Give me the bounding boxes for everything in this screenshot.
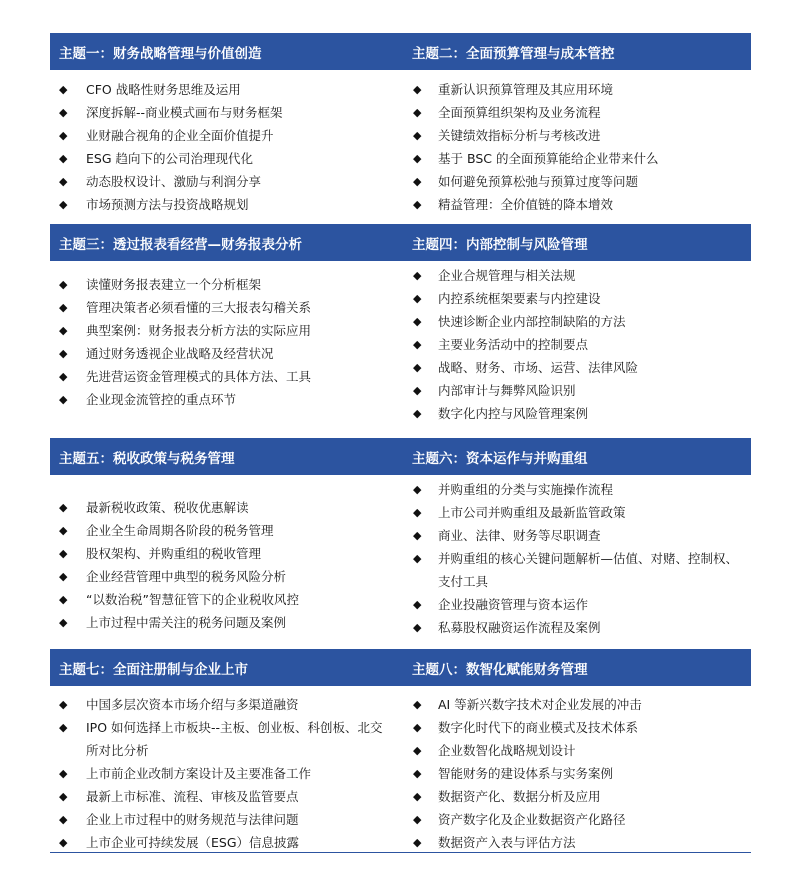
diamond-bullet-icon: ◆ xyxy=(413,813,422,826)
list-item: ◆ ESG 趋向下的公司治理现代化 xyxy=(50,147,400,170)
list-item: ◆ 市场预测方法与投资战略规划 xyxy=(50,193,400,216)
topic-5-list-col xyxy=(50,478,400,649)
list-item: ◆ 企业上市过程中的财务规范与法律问题 xyxy=(50,808,400,831)
topic-1-list-col xyxy=(50,78,400,224)
topic-8-title: 主题八：数智化赋能财务管理 xyxy=(412,661,588,678)
topic-2-list xyxy=(400,78,750,216)
list-item: ◆ IPO 如何选择上市板块--主板、创业板、科创板、北交所对比分析 xyxy=(50,716,400,762)
diamond-bullet-icon: ◆ xyxy=(413,767,422,780)
diamond-bullet-icon: ◆ xyxy=(59,721,68,734)
section-2-header xyxy=(50,224,751,261)
diamond-bullet-icon: ◆ xyxy=(59,347,68,360)
list-item: ◆ 战略、财务、市场、运营、法律风险 xyxy=(400,356,750,379)
diamond-bullet-icon: ◆ xyxy=(59,175,68,188)
list-item: ◆ 主要业务活动中的控制要点 xyxy=(400,333,750,356)
diamond-bullet-icon: ◆ xyxy=(59,152,68,165)
list-item: ◆ 全面预算组织架构及业务流程 xyxy=(400,101,750,124)
diamond-bullet-icon: ◆ xyxy=(59,370,68,383)
list-item: ◆ 上市企业可持续发展（ESG）信息披露 xyxy=(50,831,400,854)
topic-3-list-col xyxy=(50,264,400,438)
diamond-bullet-icon: ◆ xyxy=(59,524,68,537)
diamond-bullet-icon: ◆ xyxy=(413,506,422,519)
topic-6-title: 主题六：资本运作与并购重组 xyxy=(412,450,588,467)
list-item: ◆ CFO 战略性财务思维及运用 xyxy=(50,78,400,101)
topic-6-list xyxy=(400,478,750,639)
list-item: ◆ 并购重组的核心关键问题解析—估值、对赌、控制权、支付工具 xyxy=(400,547,750,593)
list-item: ◆ 精益管理：全价值链的降本增效 xyxy=(400,193,750,216)
diamond-bullet-icon: ◆ xyxy=(413,129,422,142)
list-item: ◆ 企业合规管理与相关法规 xyxy=(400,264,750,287)
diamond-bullet-icon: ◆ xyxy=(59,570,68,583)
list-item: ◆ 股权架构、并购重组的税收管理 xyxy=(50,542,400,565)
topic-7-list xyxy=(50,693,400,854)
diamond-bullet-icon: ◆ xyxy=(59,813,68,826)
diamond-bullet-icon: ◆ xyxy=(59,836,68,849)
list-item: ◆ 智能财务的建设体系与实务案例 xyxy=(400,762,750,785)
topic-6-list-col xyxy=(400,478,750,649)
section-1-body xyxy=(50,70,751,224)
list-item: ◆ 上市公司并购重组及最新监管政策 xyxy=(400,501,750,524)
section-3-header xyxy=(50,438,751,475)
diamond-bullet-icon: ◆ xyxy=(59,198,68,211)
topic-1-list xyxy=(50,78,400,216)
topic-4-list-col xyxy=(400,264,750,438)
diamond-bullet-icon: ◆ xyxy=(413,698,422,711)
diamond-bullet-icon: ◆ xyxy=(413,407,422,420)
diamond-bullet-icon: ◆ xyxy=(413,315,422,328)
topic-table xyxy=(50,33,751,863)
diamond-bullet-icon: ◆ xyxy=(59,767,68,780)
section-4-header xyxy=(50,649,751,686)
topic-4-title: 主题四：内部控制与风险管理 xyxy=(412,236,588,253)
list-item: ◆ 企业经营管理中典型的税务风险分析 xyxy=(50,565,400,588)
list-item: ◆ 先进营运资金管理模式的具体方法、工具 xyxy=(50,365,400,388)
diamond-bullet-icon: ◆ xyxy=(59,593,68,606)
list-item: ◆ 快速诊断企业内部控制缺陷的方法 xyxy=(400,310,750,333)
section-3-body xyxy=(50,475,751,649)
diamond-bullet-icon: ◆ xyxy=(413,106,422,119)
diamond-bullet-icon: ◆ xyxy=(413,269,422,282)
diamond-bullet-icon: ◆ xyxy=(59,83,68,96)
diamond-bullet-icon: ◆ xyxy=(413,790,422,803)
diamond-bullet-icon: ◆ xyxy=(413,175,422,188)
list-item: ◆ 内部审计与舞弊风险识别 xyxy=(400,379,750,402)
diamond-bullet-icon: ◆ xyxy=(413,621,422,634)
diamond-bullet-icon: ◆ xyxy=(413,384,422,397)
diamond-bullet-icon: ◆ xyxy=(59,106,68,119)
list-item: ◆ 企业现金流管控的重点环节 xyxy=(50,388,400,411)
list-item: ◆ “以数治税”智慧征管下的企业税收风控 xyxy=(50,588,400,611)
list-item: ◆ 中国多层次资本市场介绍与多渠道融资 xyxy=(50,693,400,716)
list-item: ◆ 企业投融资管理与资本运作 xyxy=(400,593,750,616)
list-item: ◆ 典型案例：财务报表分析方法的实际应用 xyxy=(50,319,400,342)
diamond-bullet-icon: ◆ xyxy=(413,292,422,305)
list-item: ◆ 数字化时代下的商业模式及技术体系 xyxy=(400,716,750,739)
diamond-bullet-icon: ◆ xyxy=(413,721,422,734)
topic-2-list-col xyxy=(400,78,750,224)
diamond-bullet-icon: ◆ xyxy=(59,278,68,291)
list-item: ◆ 关键绩效指标分析与考核改进 xyxy=(400,124,750,147)
list-item: ◆ 最新上市标准、流程、审核及监管要点 xyxy=(50,785,400,808)
list-item: ◆ 基于 BSC 的全面预算能给企业带来什么 xyxy=(400,147,750,170)
diamond-bullet-icon: ◆ xyxy=(59,616,68,629)
list-item: ◆ 数据资产入表与评估方法 xyxy=(400,831,750,854)
section-4-body xyxy=(50,686,751,863)
topic-7-list-col xyxy=(50,693,400,863)
topic-5-title: 主题五：税收政策与税务管理 xyxy=(59,450,235,467)
bottom-divider xyxy=(50,852,751,853)
list-item: ◆ 动态股权设计、激励与利润分享 xyxy=(50,170,400,193)
list-item: ◆ 重新认识预算管理及其应用环境 xyxy=(400,78,750,101)
topic-3-title: 主题三：透过报表看经营—财务报表分析 xyxy=(59,236,302,253)
diamond-bullet-icon: ◆ xyxy=(59,790,68,803)
list-item: ◆ 并购重组的分类与实施操作流程 xyxy=(400,478,750,501)
list-item: ◆ 深度拆解--商业模式画布与财务框架 xyxy=(50,101,400,124)
list-item: ◆ 企业全生命周期各阶段的税务管理 xyxy=(50,519,400,542)
list-item: ◆ 企业数智化战略规划设计 xyxy=(400,739,750,762)
topic-5-list xyxy=(50,496,400,634)
list-item: ◆ 私募股权融资运作流程及案例 xyxy=(400,616,750,639)
section-2-body xyxy=(50,261,751,438)
list-item: ◆ 数字化内控与风险管理案例 xyxy=(400,402,750,425)
list-item: ◆ 内控系统框架要素与内控建设 xyxy=(400,287,750,310)
diamond-bullet-icon: ◆ xyxy=(59,698,68,711)
diamond-bullet-icon: ◆ xyxy=(413,552,422,565)
diamond-bullet-icon: ◆ xyxy=(59,324,68,337)
diamond-bullet-icon: ◆ xyxy=(413,83,422,96)
diamond-bullet-icon: ◆ xyxy=(413,529,422,542)
list-item: ◆ 数据资产化、数据分析及应用 xyxy=(400,785,750,808)
topic-8-list-col xyxy=(400,693,750,863)
section-1-header xyxy=(50,33,751,70)
diamond-bullet-icon: ◆ xyxy=(59,301,68,314)
list-item: ◆ 如何避免预算松弛与预算过度等问题 xyxy=(400,170,750,193)
topic-1-title: 主题一：财务战略管理与价值创造 xyxy=(59,45,262,62)
list-item: ◆ 业财融合视角的企业全面价值提升 xyxy=(50,124,400,147)
list-item: ◆ 管理决策者必须看懂的三大报表勾稽关系 xyxy=(50,296,400,319)
diamond-bullet-icon: ◆ xyxy=(59,129,68,142)
diamond-bullet-icon: ◆ xyxy=(413,744,422,757)
topic-7-title: 主题七：全面注册制与企业上市 xyxy=(59,661,248,678)
diamond-bullet-icon: ◆ xyxy=(413,598,422,611)
list-item: ◆ 读懂财务报表建立一个分析框架 xyxy=(50,273,400,296)
diamond-bullet-icon: ◆ xyxy=(413,836,422,849)
diamond-bullet-icon: ◆ xyxy=(413,152,422,165)
list-item: ◆ 上市前企业改制方案设计及主要准备工作 xyxy=(50,762,400,785)
list-item: ◆ AI 等新兴数字技术对企业发展的冲击 xyxy=(400,693,750,716)
list-item: ◆ 资产数字化及企业数据资产化路径 xyxy=(400,808,750,831)
diamond-bullet-icon: ◆ xyxy=(59,501,68,514)
topic-4-list xyxy=(400,264,750,425)
diamond-bullet-icon: ◆ xyxy=(413,338,422,351)
topic-2-title: 主题二：全面预算管理与成本管控 xyxy=(412,45,615,62)
diamond-bullet-icon: ◆ xyxy=(413,361,422,374)
diamond-bullet-icon: ◆ xyxy=(59,547,68,560)
list-item: ◆ 上市过程中需关注的税务问题及案例 xyxy=(50,611,400,634)
topic-3-list xyxy=(50,273,400,411)
list-item: ◆ 通过财务透视企业战略及经营状况 xyxy=(50,342,400,365)
diamond-bullet-icon: ◆ xyxy=(59,393,68,406)
list-item: ◆ 最新税收政策、税收优惠解读 xyxy=(50,496,400,519)
topic-8-list xyxy=(400,693,750,854)
diamond-bullet-icon: ◆ xyxy=(413,198,422,211)
diamond-bullet-icon: ◆ xyxy=(413,483,422,496)
list-item: ◆ 商业、法律、财务等尽职调查 xyxy=(400,524,750,547)
